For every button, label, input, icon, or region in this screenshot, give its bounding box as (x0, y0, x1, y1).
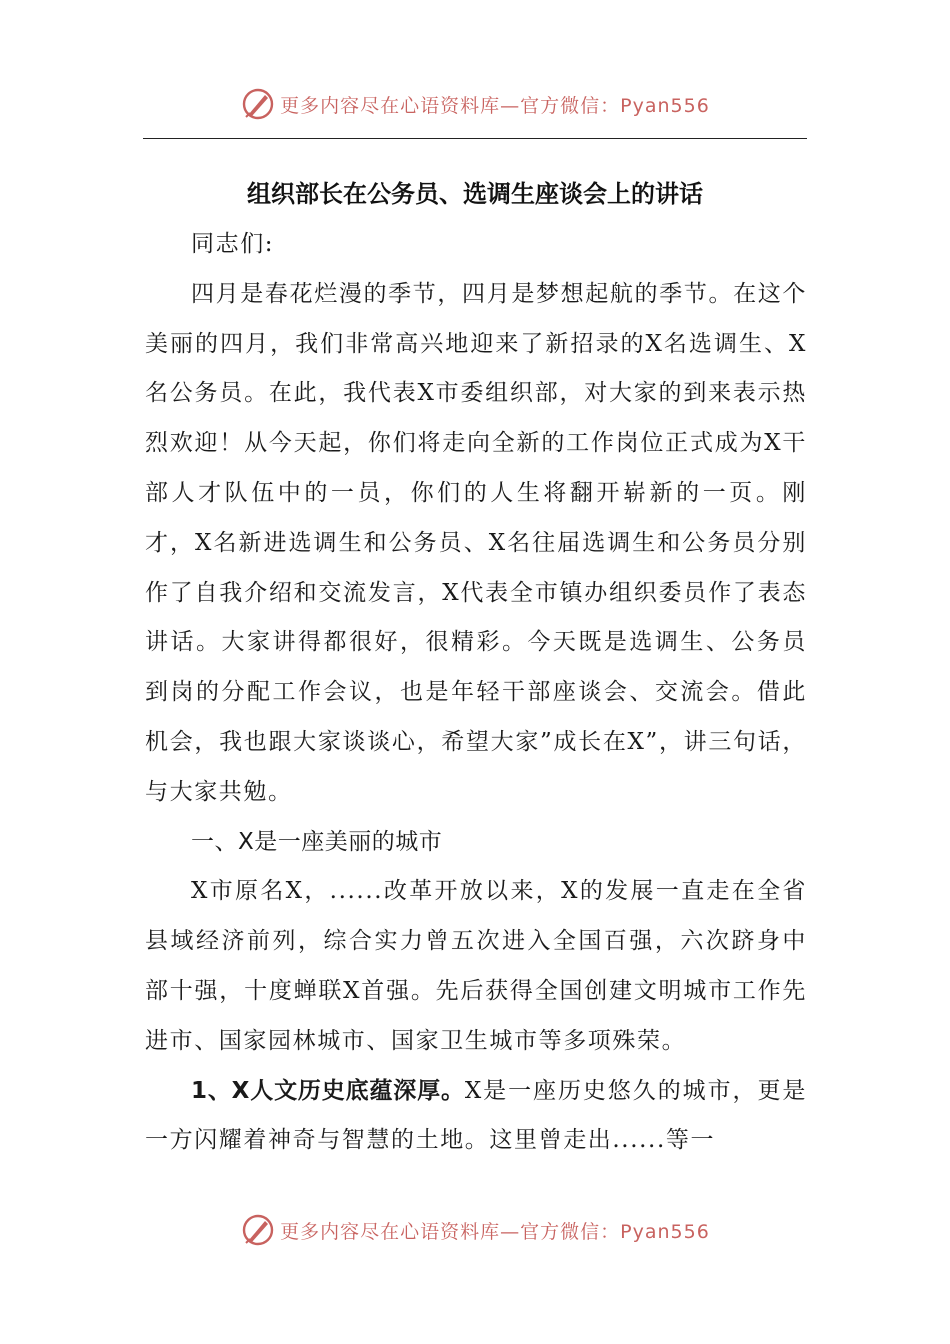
watermark-text: 更多内容尽在心语资料库—官方微信：Pyan556 (280, 1220, 710, 1243)
salutation: 同志们: (191, 231, 275, 257)
pen-circle-logo-icon (240, 86, 276, 122)
document-body (145, 220, 807, 1166)
document-title: 组织部长在公务员、选调生座谈会上的讲话 (247, 180, 703, 208)
watermark-text: 更多内容尽在心语资料库—官方微信：Pyan556 (280, 94, 710, 117)
subsection-heading: 1、X人文历史底蕴深厚。 (191, 1077, 465, 1104)
header-divider (143, 138, 807, 139)
subsection-text: X是一座历史悠久的城市，更是一方闪耀着神奇与智慧的土地。这里曾走出......等一 (145, 1077, 807, 1154)
watermark-footer (0, 1210, 950, 1250)
section-heading: 一、X是一座美丽的城市 (191, 828, 443, 855)
paragraph: 四月是春花烂漫的季节，四月是梦想起航的季节。在这个美丽的四月，我们非常高兴地迎来了新招录的X名选调生、X名公务员。在此，我代表X市委组织部，对大家的到来表示热烈欢迎！从今天起，你们将走向全新的工作岗位正式成为X干部人才队伍中的一员，你们的人生将翻开崭新的一页。刚才，X名新进选调生和公务员、X名往届选调生和公务员分别作了自我介绍和交流发言，X代表全市镇办组织委员作了表态讲话。大家讲得都很好，很精彩。今天既是选调生、公务员到岗的分配工作会议，也是年轻干部座谈会、交流会。借此机会，我也跟大家谈谈心，希望大家”成长在X”，讲三句话，与大家共勉。 (145, 280, 807, 805)
paragraph: X市原名X，......改革开放以来，X的发展一直走在全省县域经济前列，综合实力曾五次进入全国百强，六次跻身中部十强，十度蝉联X首强。先后获得全国创建文明城市工作先进市、国家园林城市、国家卫生城市等多项殊荣。 (145, 878, 807, 1054)
pen-circle-logo-icon (240, 1212, 276, 1248)
paragraph (145, 1067, 807, 1167)
watermark-header (0, 84, 950, 124)
